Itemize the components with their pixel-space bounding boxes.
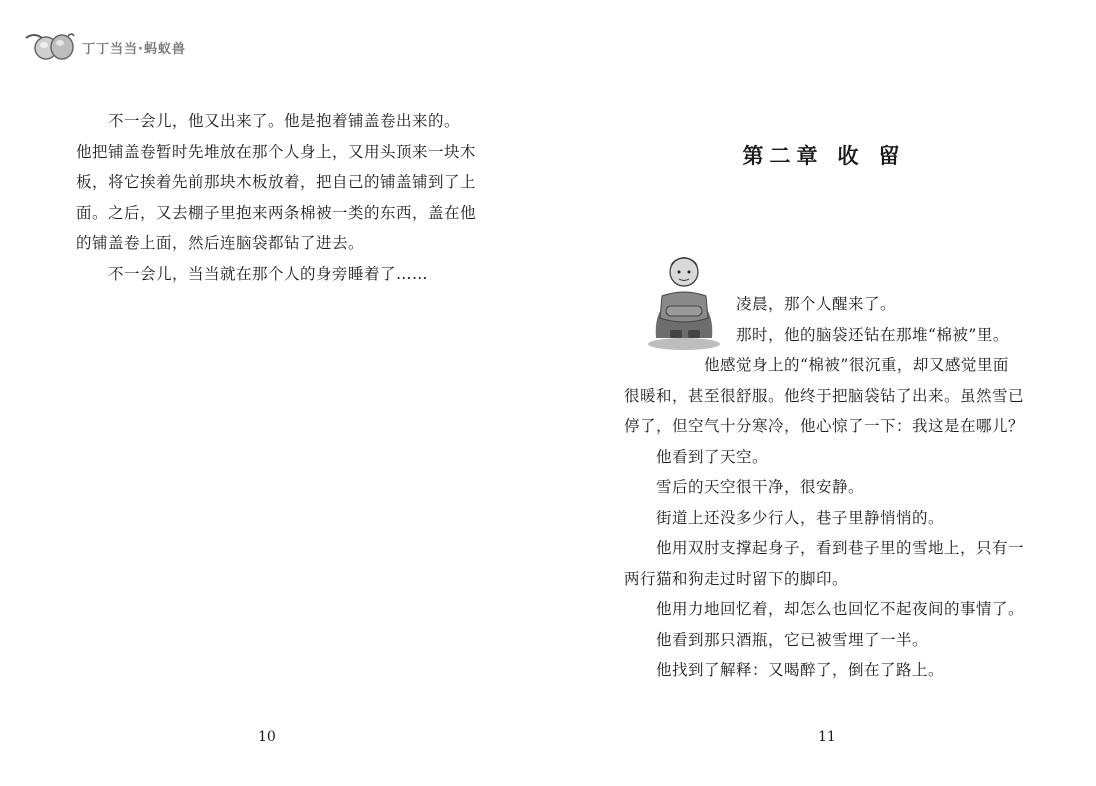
page-number-left: 10 (258, 729, 276, 745)
chapter-title-second-char: 留 (878, 143, 906, 168)
chapter-body (624, 289, 1024, 686)
text-line: 板，将它挨着先前那块木板放着，把自己的铺盖铺到了上 (76, 173, 477, 191)
page-number-right: 11 (818, 729, 836, 745)
text-line: 他用力地回忆着，却怎么也回忆不起夜间的事情了。 (656, 600, 1025, 618)
text-line: 他感觉身上的“棉被”很沉重，却又感觉里面 (704, 356, 1009, 374)
series-title: 丁丁当当·蚂蚁兽 (82, 41, 186, 57)
text-line: 他看到了天空。 (656, 447, 769, 466)
text-line: 他找到了解释：又喝醉了，倒在了路上。 (656, 661, 945, 679)
text-line: 的铺盖卷上面，然后连脑袋都钻了进去。 (76, 234, 365, 252)
text-line: 停了，但空气十分寒冷，他心惊了一下：我这是在哪儿？ (624, 417, 1025, 435)
text-line: 不一会儿，当当就在那个人的身旁睡着了…… (108, 264, 429, 283)
text-line: 街道上还没多少行人，巷子里静悄悄的。 (656, 508, 945, 527)
text-line: 凌晨，那个人醒来了。 (736, 295, 897, 313)
text-line: 他看到那只酒瓶，它已被雪埋了一半。 (656, 630, 929, 649)
book-series-header (24, 30, 186, 64)
text-line: 雪后的天空很干净，很安静。 (656, 478, 865, 496)
chapter-title-first-char: 收 (837, 143, 865, 168)
chapter-number: 第二章 (742, 143, 824, 168)
text-line: 他用双肘支撑起身子，看到巷子里的雪地上，只有一 (656, 539, 1025, 557)
chapter-heading (624, 140, 1024, 170)
gourd-logo-icon (24, 30, 76, 64)
text-line: 面。之后，又去棚子里抱来两条棉被一类的东西，盖在他 (76, 203, 477, 222)
left-page (76, 106, 476, 289)
text-line: 不一会儿，他又出来了。他是抱着铺盖卷出来的。 (108, 112, 461, 130)
text-line: 那时，他的脑袋还钻在那堆“棉被”里。 (736, 325, 1009, 344)
text-line: 两行猫和狗走过时留下的脚印。 (624, 569, 849, 588)
text-line: 他把铺盖卷暂时先堆放在那个人身上，又用头顶来一块木 (76, 142, 477, 161)
text-line: 很暖和，甚至很舒服。他终于把脑袋钻了出来。虽然雪已 (624, 386, 1025, 405)
